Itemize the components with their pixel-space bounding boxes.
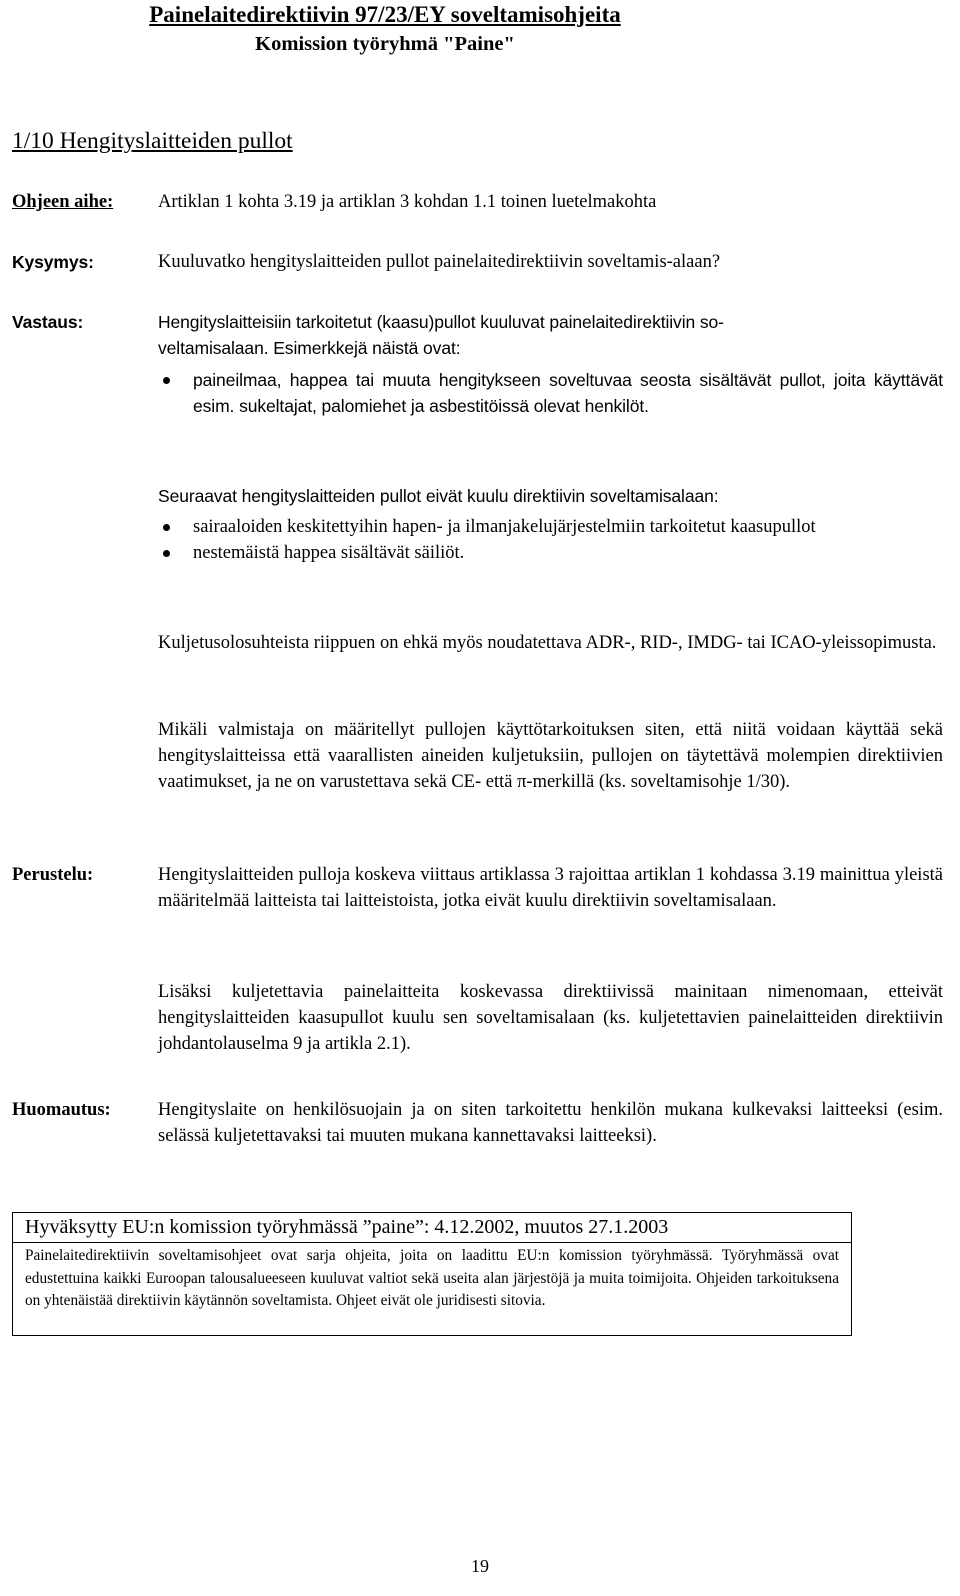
list-item: paineilmaa, happea tai muuta hengitykseen soveltuvaa seosta sisältävät pullot, joita käyttävät esim. sukeltajat, palomiehet ja asbestitöissä olevat henkilöt. bbox=[158, 367, 943, 419]
question-text: Kuuluvatko hengityslaitteiden pullot painelaitedirektiivin soveltamis-alaan? bbox=[158, 252, 721, 272]
remark-label: Huomautus: bbox=[12, 1100, 111, 1120]
remark-text: Hengityslaite on henkilösuojain ja on siten tarkoitettu henkilön mukana kulkevaksi laitteeksi (esim. selässä kuljetettavaksi tai muuten mukana kannettavaksi laitteeksi). bbox=[158, 1100, 943, 1147]
guideline-heading: 1/10 Hengityslaitteiden pullot bbox=[12, 128, 293, 154]
approval-note: Painelaitedirektiivin soveltamisohjeet ovat sarja ohjeita, joita on laadittu EU:n komission työryhmässä. Työryhmässä ovat edustettuina kaikki Euroopan talousalueeseen kuuluvat valtiot sekä useita alan järjestöjä ja muita toimijoita. Ohjeiden tarkoituksena on yhtenäistää direktiivin käytännön soveltamista. Ohjeet eivät ole juridisesti sitovia. bbox=[25, 1247, 839, 1310]
list-item: nestemäistä happea sisältävät säiliöt. bbox=[158, 540, 943, 566]
page-header bbox=[0, 0, 770, 58]
exclusions-list bbox=[158, 514, 943, 566]
working-group-subtitle: Komission työryhmä "Paine" bbox=[255, 33, 515, 55]
topic-label: Ohjeen aihe: bbox=[12, 192, 114, 212]
approval-date-line: Hyväksytty EU:n komission työryhmässä ”paine”: 4.12.2002, muutos 27.1.2003 bbox=[13, 1213, 851, 1243]
topic-text: Artiklan 1 kohta 3.19 ja artiklan 3 kohdan 1.1 toinen luetelmakohta bbox=[158, 192, 657, 212]
examples-list bbox=[158, 367, 943, 419]
dual-use-paragraph: Mikäli valmistaja on määritellyt pullojen käyttötarkoituksen siten, että niitä voidaan käyttää sekä hengityslaitteissa että vaarallisten aineiden kuljetuksiin, pullojen on täytettävä molempien direktiivien vaatimukset, ja ne on varustettava sekä CE- että π-merkillä (ks. soveltamisohje 1/30). bbox=[158, 720, 943, 793]
question-label: Kysymys: bbox=[12, 252, 94, 272]
rationale-label: Perustelu: bbox=[12, 865, 94, 885]
answer-intro-line-2: veltamisalaan. Esimerkkejä näistä ovat: bbox=[158, 338, 461, 359]
rationale-paragraph-1: Hengityslaitteiden pulloja koskeva viittaus artiklassa 3 rajoittaa artiklan 1 kohdassa 3.19 mainittua yleistä määritelmää laitteista tai laitteistoista, jotka eivät kuulu direktiivin soveltamisalaan. bbox=[158, 865, 943, 912]
page-number: 19 bbox=[471, 1556, 489, 1576]
document-series-title: Painelaitedirektiivin 97/23/EY soveltamisohjeita bbox=[149, 2, 621, 27]
answer-intro bbox=[158, 309, 943, 361]
answer-intro-line-1: Hengityslaitteisiin tarkoitetut (kaasu)pullot kuuluvat painelaitedirektiivin so- bbox=[158, 312, 724, 332]
answer-label: Vastaus: bbox=[12, 312, 84, 332]
exclusions-intro: Seuraavat hengityslaitteiden pullot eivät kuulu direktiivin soveltamisalaan: bbox=[158, 486, 719, 506]
transport-paragraph: Kuljetusolosuhteista riippuen on ehkä myös noudatettava ADR-, RID-, IMDG- tai ICAO-yleissopimusta. bbox=[158, 633, 937, 653]
rationale-paragraph-2: Lisäksi kuljetettavia painelaitteita koskevassa direktiivissä mainitaan nimenomaan, etteivät hengityslaitteiden kaasupullot kuulu sen soveltamisalaan (ks. kuljetettavien painelaitteiden direktiivin johdantolauselma 9 ja artikla 2.1). bbox=[158, 982, 943, 1055]
list-item: sairaaloiden keskitettyihin hapen- ja ilmanjakelujärjestelmiin tarkoitetut kaasupullot bbox=[158, 514, 943, 540]
approval-box bbox=[12, 1212, 852, 1336]
